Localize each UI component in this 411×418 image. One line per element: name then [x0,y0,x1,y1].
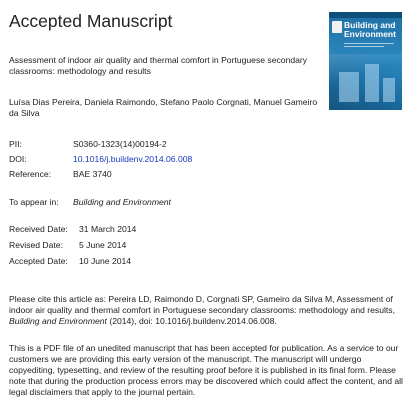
pii-label: PII: [9,139,22,149]
appear-value: Building and Environment [73,197,171,207]
page-heading: Accepted Manuscript [9,11,173,31]
received-value: 31 March 2014 [79,224,137,234]
journal-cover-image [329,12,402,110]
reference-row [9,169,112,179]
cover-line [344,46,384,47]
article-title: Assessment of indoor air quality and thermal comfort in Portuguese secondary classrooms: methodology and results [9,55,308,76]
doi-link[interactable]: 10.1016/j.buildenv.2014.06.008 [73,154,193,164]
appear-label: To appear in: [9,197,59,207]
cover-artwork [329,54,402,110]
pii-value: S0360-1323(14)00194-2 [73,139,167,149]
cover-top-bar [329,12,402,18]
cover-journal-title: Building and Environment [344,20,396,39]
revised-row [9,240,126,250]
cover-line [344,43,394,44]
revised-value: 5 June 2014 [79,240,127,250]
cover-art-block [365,64,379,102]
revised-label: Revised Date: [9,240,63,250]
received-label: Received Date: [9,224,68,234]
citation-tail: (2014), doi: 10.1016/j.buildenv.2014.06.008. [109,316,277,326]
disclaimer-paragraph: This is a PDF file of an unedited manuscript that has been accepted for publication. As a service to our customers we are providing this early version of the manuscript. The manuscript will undergo copyediting, typesetting, and review of the resulting proof before it is published in its final form. Please note that during the production process errors may be discovered which could affect the content, and all legal disclaimers that apply to the journal pertain. [9,343,403,397]
appear-row [9,197,171,207]
reference-label: Reference: [9,169,52,179]
received-row [9,224,136,234]
accepted-row [9,256,131,266]
pii-row [9,139,167,149]
cover-art-block [383,78,395,102]
publisher-logo-icon [332,21,342,33]
doi-row [9,154,192,164]
citation-lead: Please cite this article as: Pereira LD, Raimondo D, Corgnati SP, Gameiro da Silva M, Assessment of indoor air quality and thermal comfort in Portuguese secondary classrooms: methodology and results, [9,294,395,315]
citation-paragraph [9,294,403,327]
accepted-label: Accepted Date: [9,256,68,266]
citation-journal: Building and Environment [9,316,107,326]
doi-label: DOI: [9,154,27,164]
accepted-value: 10 June 2014 [79,256,132,266]
cover-art-block [339,72,359,102]
reference-value: BAE 3740 [73,169,112,179]
article-authors: Luísa Dias Pereira, Daniela Raimondo, Stefano Paolo Corgnati, Manuel Gameiro da Silva [9,97,318,118]
